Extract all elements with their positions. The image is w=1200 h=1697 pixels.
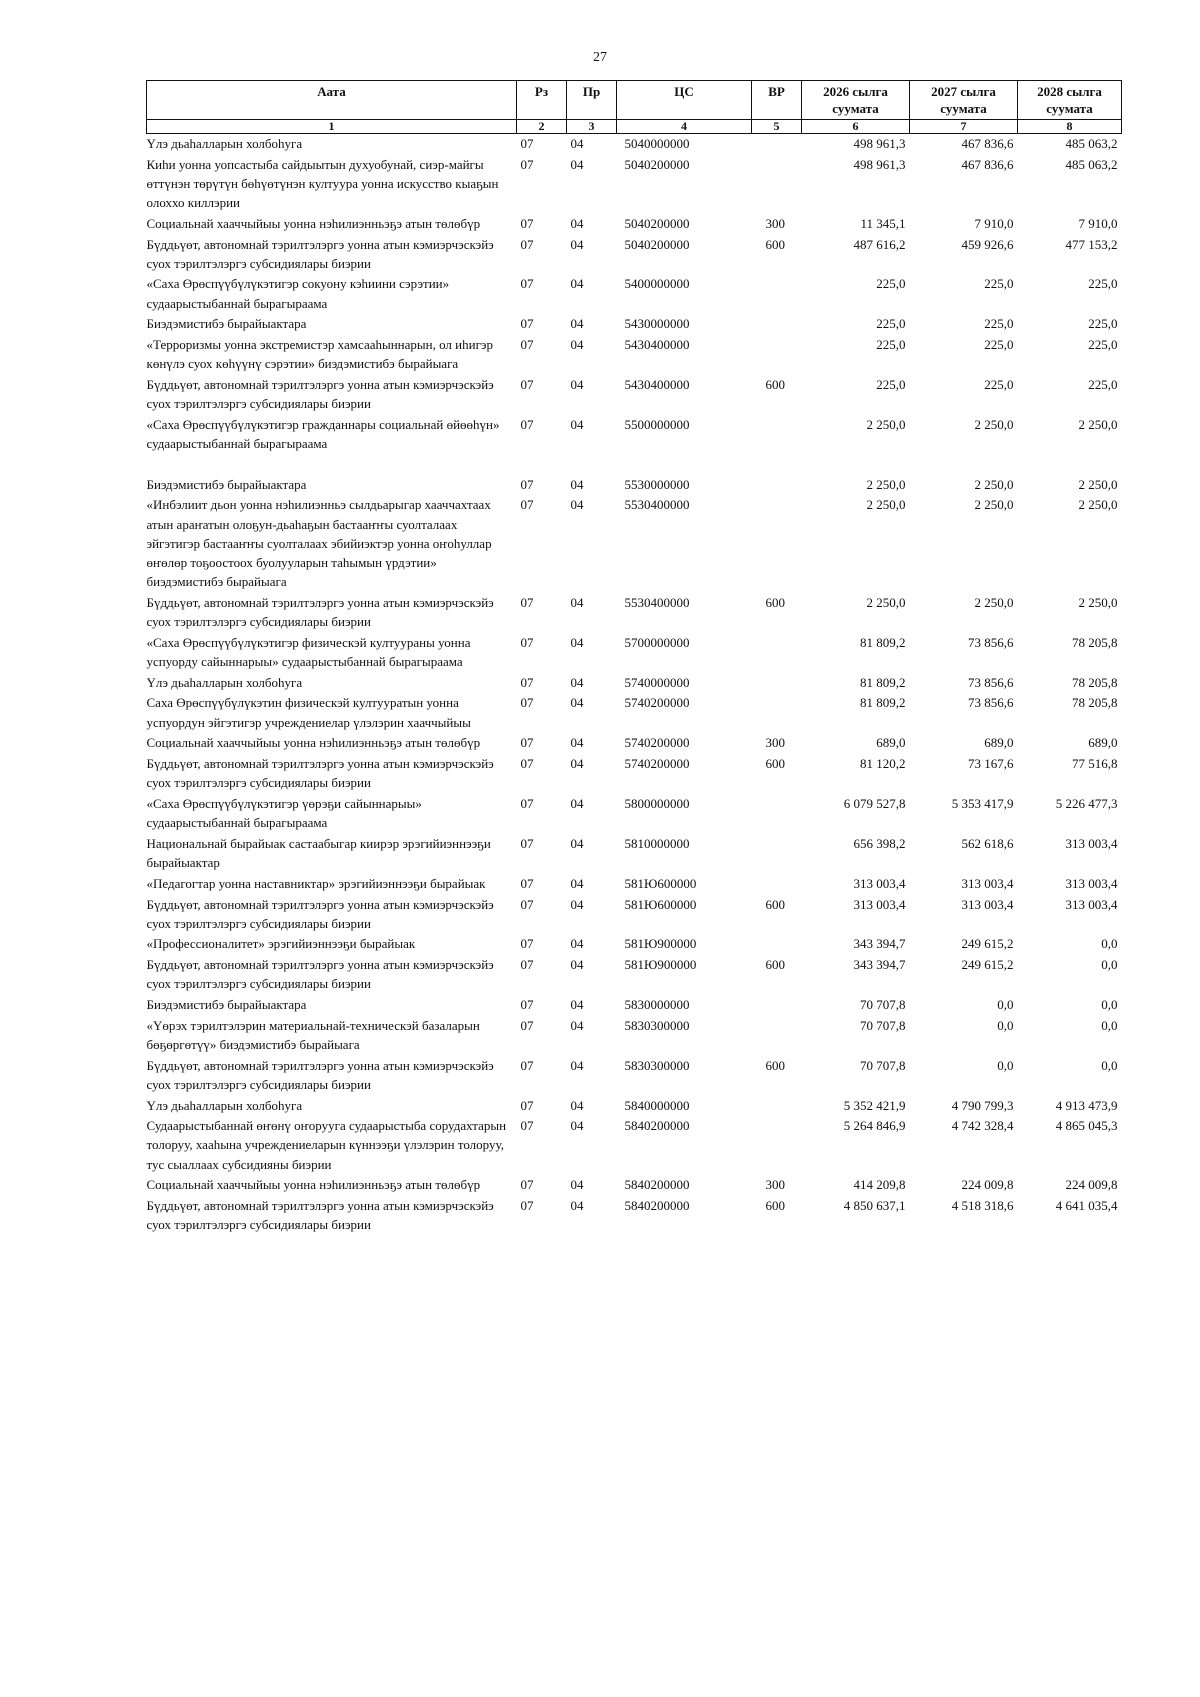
row-2028-cell: 78 205,8 [1072,674,1118,690]
row-2028-cell: 77 516,8 [1072,756,1118,772]
row-rz-cell: 07 [520,997,534,1013]
table-row [147,1096,1122,1117]
row-rz-cell: 07 [520,416,534,432]
row-vr-cell: 300 [765,1177,785,1193]
row-2026-cell: 656 398,2 [853,835,906,851]
row-2026-cell: 70 707,8 [860,1017,906,1033]
row-rz-cell: 07 [520,735,534,751]
row-2028-cell: 0,0 [1101,957,1118,973]
table-row [147,1196,1122,1236]
row-rz-cell: 07 [520,835,534,851]
table-row [147,335,1122,375]
row-pr-cell: 04 [570,416,584,432]
row-2027-cell: 689,0 [984,735,1014,751]
row-cs-cell: 5430400000 [624,376,690,392]
row-pr-cell: 04 [570,1118,584,1134]
row-2026-cell: 4 850 637,1 [843,1198,906,1214]
row-cs-cell: 5740200000 [624,756,690,772]
row-cs-cell: 581Ю600000 [624,896,697,912]
row-pr-cell: 04 [570,1198,584,1214]
table-row [147,794,1122,834]
row-2026-cell: 81 809,2 [860,634,906,650]
column-numbers-row [147,120,1122,134]
row-vr-cell [752,155,802,214]
row-rz-cell: 07 [520,896,534,912]
row-2028-cell: 4 865 045,3 [1055,1118,1118,1134]
row-2027-cell: 467 836,6 [961,156,1014,172]
column-number: 3 [567,120,617,134]
row-name-cell: Социальнай хааччыйыы уонна нэһилиэнньэҕэ атын төлөбүр [146,735,481,751]
row-2026-cell: 11 345,1 [860,215,906,231]
row-name-cell: «Саха Өрөспүүбүлүкэтигэр үөрэҕи сайыннарыы» судаарыстыбаннай бырагыраама [146,796,422,831]
table-row [147,375,1122,415]
row-name-cell: Саха Өрөспүүбүлүкэтин физическэй култууратын уонна успуордун эйгэтигэр учреждениелар үлэлэрин хааччыйыы [146,695,471,730]
row-rz-cell: 07 [520,236,534,252]
row-name-cell: Киһи уонна уопсастыба сайдыытын духуобунай, сиэр-майгы өттүнэн төрүтүн бөһүөтүнэн култуура уонна искусство кыаҕын олоххо киллэрии [146,156,499,211]
row-vr-cell [752,874,802,895]
row-cs-cell: 5400000000 [624,276,690,292]
row-2026-cell: 81 809,2 [860,674,906,690]
row-2028-cell: 2 250,0 [1078,476,1118,492]
row-2026-cell: 225,0 [876,276,906,292]
row-2028-cell: 2 250,0 [1078,594,1118,610]
table-row [147,235,1122,275]
row-2028-cell: 0,0 [1101,997,1118,1013]
table-row [147,475,1122,496]
row-2026-cell: 343 394,7 [853,936,906,952]
row-cs-cell: 5810000000 [624,835,690,851]
row-pr-cell: 04 [570,896,584,912]
row-pr-cell: 04 [570,936,584,952]
row-name-cell: Биэдэмистибэ бырайыактара [146,476,307,492]
row-name-cell: Биэдэмистибэ бырайыактара [146,997,307,1013]
row-2028-cell: 485 063,2 [1065,156,1118,172]
row-vr-cell: 600 [765,756,785,772]
row-cs-cell: 5830300000 [624,1017,690,1033]
row-2026-cell: 2 250,0 [866,594,906,610]
row-2026-cell: 498 961,3 [853,156,906,172]
row-pr-cell: 04 [570,634,584,650]
row-rz-cell: 07 [520,1097,534,1113]
row-2028-cell: 313 003,4 [1065,875,1118,891]
row-2028-cell: 2 250,0 [1078,497,1118,513]
header-2027: 2027 сылга суумата [910,81,1018,120]
row-2027-cell: 2 250,0 [974,416,1014,432]
row-2027-cell: 4 518 318,6 [951,1198,1014,1214]
row-name-cell: Үлэ дьаһалларын холбоһуга [146,136,303,151]
row-vr-cell: 600 [765,957,785,973]
table-row [147,995,1122,1016]
row-name-cell: «Саха Өрөспүүбүлүкэтигэр физическэй култуураны уонна успуорду сайыннарыы» судаарыстыбаннай бырагыраама [146,634,471,670]
header-name: Аата [147,81,517,120]
row-2027-cell: 0,0 [997,997,1014,1013]
row-cs-cell: 5840000000 [624,1097,690,1113]
row-2027-cell: 249 615,2 [961,936,1014,952]
row-name-cell: «Инбэлиит дьон уонна нэһилиэнньэ сылдьарыгар хааччахтаах атын араҥатын олоҕун-дьаһаҕын бастааҥҥы суолталаах эйгэтигэр бастааҥҥы суолталаах эбийиэктэр уонна оҥоһуллар өҥөлөр тоҕоостоох буолууларын таһымын үрдэтии» биэдэмистибэ бырайыага [146,497,492,590]
row-rz-cell: 07 [520,276,534,292]
page-number: 27 [593,50,607,65]
row-rz-cell: 07 [520,875,534,891]
row-2027-cell: 4 742 328,4 [951,1118,1014,1134]
row-rz-cell: 07 [520,936,534,952]
row-name-cell: «Профессионалитет» эрэгийиэннээҕи бырайыак [146,936,416,952]
row-2027-cell: 224 009,8 [961,1177,1014,1193]
table-row [147,495,1122,593]
header-rz: Рз [517,81,567,120]
row-2026-cell: 225,0 [876,337,906,353]
table-header [147,81,1122,134]
row-2027-cell: 313 003,4 [961,896,1014,912]
table-row [147,633,1122,673]
row-vr-cell: 600 [765,376,785,392]
row-vr-cell: 600 [765,896,785,912]
table-row [147,955,1122,995]
row-vr-cell [752,934,802,955]
row-2028-cell: 689,0 [1088,735,1118,751]
row-2026-cell: 70 707,8 [860,1057,906,1073]
row-2026-cell: 343 394,7 [853,957,906,973]
row-rz-cell: 07 [520,376,534,392]
header-2026: 2026 сылга суумата [802,81,910,120]
row-2028-cell: 485 063,2 [1065,136,1118,151]
table-row [147,214,1122,235]
row-vr-cell [752,633,802,673]
row-vr-cell [752,1016,802,1056]
row-rz-cell: 07 [520,1177,534,1193]
table-row [147,1175,1122,1196]
row-2027-cell: 73 167,6 [968,756,1014,772]
row-name-cell: Бүддьүөт, автономнай тэрилтэлэргэ уонна атын кэмиэрчэскэйэ суох тэрилтэлэргэ субсидиялары биэрии [146,957,494,992]
table-row [147,874,1122,895]
row-name-cell: Бүддьүөт, автономнай тэрилтэлэргэ уонна атын кэмиэрчэскэйэ суох тэрилтэлэргэ субсидиялары биэрии [146,1057,494,1092]
row-2027-cell: 2 250,0 [974,497,1014,513]
row-vr-cell [752,314,802,335]
row-pr-cell: 04 [570,215,584,231]
row-2028-cell: 0,0 [1101,936,1118,952]
column-number: 1 [147,120,517,134]
row-rz-cell: 07 [520,594,534,610]
row-2026-cell: 225,0 [876,376,906,392]
row-name-cell: «Үөрэх тэрилтэлэрин материальнай-техническэй базаларын бөҕөргөтүү» биэдэмистибэ бырайыага [146,1017,480,1052]
row-vr-cell [752,415,802,455]
row-pr-cell: 04 [570,957,584,973]
row-cs-cell: 581Ю600000 [624,875,697,891]
column-number: 2 [517,120,567,134]
row-2026-cell: 2 250,0 [866,497,906,513]
row-2026-cell: 6 079 527,8 [843,796,906,811]
row-2028-cell: 477 153,2 [1065,236,1118,252]
table-row [147,134,1122,155]
row-cs-cell: 5740200000 [624,695,690,711]
row-vr-cell [752,134,802,155]
row-rz-cell: 07 [520,316,534,332]
row-name-cell: «Саха Өрөспүүбүлүкэтигэр гражданнары социальнай өйөөһүн» судаарыстыбаннай бырагыраама [146,416,500,452]
row-name-cell: Национальнай бырайыак састаабыгар киирэр эрэгийиэннээҕи бырайыактар [146,835,491,871]
row-2028-cell: 225,0 [1088,376,1118,392]
row-vr-cell [752,475,802,496]
row-pr-cell: 04 [570,276,584,292]
row-cs-cell: 5800000000 [624,796,690,811]
row-vr-cell [752,274,802,314]
row-pr-cell: 04 [570,835,584,851]
row-2026-cell: 225,0 [876,316,906,332]
row-cs-cell: 5740000000 [624,674,690,690]
row-2026-cell: 70 707,8 [860,997,906,1013]
row-rz-cell: 07 [520,156,534,172]
row-2026-cell: 5 352 421,9 [843,1097,906,1113]
row-vr-cell [752,495,802,593]
row-cs-cell: 5530000000 [624,476,690,492]
row-2028-cell: 78 205,8 [1072,634,1118,650]
row-pr-cell: 04 [570,497,584,513]
table-row [147,274,1122,314]
row-name-cell: Бүддьүөт, автономнай тэрилтэлэргэ уонна атын кэмиэрчэскэйэ суох тэрилтэлэргэ субсидиялары биэрии [146,376,494,412]
row-rz-cell: 07 [520,796,534,811]
row-rz-cell: 07 [520,695,534,711]
table-row [147,1116,1122,1175]
row-cs-cell: 5830300000 [624,1057,690,1073]
row-pr-cell: 04 [570,594,584,610]
row-name-cell: Бүддьүөт, автономнай тэрилтэлэргэ уонна атын кэмиэрчэскэйэ суох тэрилтэлэргэ субсидиялары биэрии [146,896,494,931]
row-vr-cell [752,1096,802,1117]
row-rz-cell: 07 [520,1017,534,1033]
row-2027-cell: 73 856,6 [968,695,1014,711]
column-number: 7 [910,120,1018,134]
row-rz-cell: 07 [520,674,534,690]
row-name-cell: Бүддьүөт, автономнай тэрилтэлэргэ уонна атын кэмиэрчэскэйэ суох тэрилтэлэргэ субсидиялары биэрии [146,236,494,271]
row-2028-cell: 5 226 477,3 [1055,796,1118,811]
row-2026-cell: 313 003,4 [853,896,906,912]
row-2026-cell: 81 809,2 [860,695,906,711]
row-2027-cell: 73 856,6 [968,674,1014,690]
row-pr-cell: 04 [570,997,584,1013]
row-2026-cell: 2 250,0 [866,416,906,432]
row-vr-cell: 600 [765,594,785,610]
row-pr-cell: 04 [570,136,584,151]
row-2027-cell: 225,0 [984,276,1014,292]
row-rz-cell: 07 [520,1057,534,1073]
table-row [147,733,1122,754]
row-2028-cell: 313 003,4 [1065,896,1118,912]
row-2028-cell: 225,0 [1088,337,1118,353]
table-row [147,593,1122,633]
table-row [147,754,1122,794]
row-pr-cell: 04 [570,735,584,751]
budget-table [146,80,1122,1236]
row-cs-cell: 5840200000 [624,1198,690,1214]
row-name-cell: Бүддьүөт, автономнай тэрилтэлэргэ уонна атын кэмиэрчэскэйэ суох тэрилтэлэргэ субсидиялары биэрии [146,756,494,791]
row-2027-cell: 5 353 417,9 [951,796,1014,811]
row-cs-cell: 5430000000 [624,316,690,332]
row-pr-cell: 04 [570,316,584,332]
header-cs: ЦС [617,81,752,120]
row-cs-cell: 5740200000 [624,735,690,751]
row-vr-cell [752,335,802,375]
row-vr-cell [752,1116,802,1175]
row-pr-cell: 04 [570,695,584,711]
row-2027-cell: 225,0 [984,316,1014,332]
row-2027-cell: 7 910,0 [974,215,1014,231]
row-2028-cell: 2 250,0 [1078,416,1118,432]
row-2027-cell: 73 856,6 [968,634,1014,650]
row-2028-cell: 0,0 [1101,1017,1118,1033]
table-row [147,895,1122,935]
row-2027-cell: 2 250,0 [974,594,1014,610]
table-row [147,834,1122,874]
row-pr-cell: 04 [570,376,584,392]
row-vr-cell [752,794,802,834]
row-2027-cell: 4 790 799,3 [951,1097,1014,1113]
row-rz-cell: 07 [520,497,534,513]
row-pr-cell: 04 [570,1017,584,1033]
row-name-cell: Бүддьүөт, автономнай тэрилтэлэргэ уонна атын кэмиэрчэскэйэ суох тэрилтэлэргэ субсидиялары биэрии [146,594,494,630]
row-rz-cell: 07 [520,1118,534,1134]
row-2027-cell: 249 615,2 [961,957,1014,973]
row-2028-cell: 78 205,8 [1072,695,1118,711]
row-2027-cell: 0,0 [997,1017,1014,1033]
row-2026-cell: 81 120,2 [860,756,906,772]
table-row [147,314,1122,335]
table-row [147,673,1122,694]
column-number: 4 [617,120,752,134]
row-pr-cell: 04 [570,337,584,353]
row-2027-cell: 313 003,4 [961,875,1014,891]
row-vr-cell: 300 [765,215,785,231]
row-2027-cell: 467 836,6 [961,136,1014,151]
row-2028-cell: 225,0 [1088,276,1118,292]
row-cs-cell: 5500000000 [624,416,690,432]
table-row [147,155,1122,214]
row-2026-cell: 414 209,8 [853,1177,906,1193]
row-rz-cell: 07 [520,634,534,650]
row-cs-cell: 5040000000 [624,136,690,151]
row-name-cell: «Педагогтар уонна наставниктар» эрэгийиэннээҕи бырайыак [146,875,486,891]
row-2028-cell: 7 910,0 [1078,215,1118,231]
row-cs-cell: 5700000000 [624,634,690,650]
row-pr-cell: 04 [570,674,584,690]
row-vr-cell: 600 [765,1198,785,1214]
row-cs-cell: 581Ю900000 [624,957,697,973]
row-spacer [147,455,1122,475]
row-rz-cell: 07 [520,337,534,353]
row-2026-cell: 498 961,3 [853,136,906,151]
row-2027-cell: 225,0 [984,376,1014,392]
row-vr-cell: 600 [765,236,785,252]
row-vr-cell: 300 [765,735,785,751]
row-pr-cell: 04 [570,1057,584,1073]
row-cs-cell: 5840200000 [624,1118,690,1134]
row-cs-cell: 5840200000 [624,1177,690,1193]
row-2026-cell: 487 616,2 [853,236,906,252]
row-name-cell: Судаарыстыбаннай өҥөнү оҥорууга судаарыстыба сорудахтарын толоруу, хааһына учреждениеларын күннээҕи үлэлэрин толоруу, тус сыаллаах субсидияны биэрии [146,1118,507,1172]
header-vr: ВР [752,81,802,120]
row-pr-cell: 04 [570,476,584,492]
table-row [147,693,1122,733]
row-pr-cell: 04 [570,1177,584,1193]
row-vr-cell [752,673,802,694]
row-rz-cell: 07 [520,136,534,151]
row-2028-cell: 4 913 473,9 [1055,1097,1118,1113]
table-body [147,134,1122,1236]
row-2027-cell: 562 618,6 [961,835,1014,851]
row-2026-cell: 5 264 846,9 [843,1118,906,1134]
row-2028-cell: 4 641 035,4 [1055,1198,1118,1214]
row-name-cell: «Терроризмы уонна экстремистэр хамсааһыннарын, ол иһигэр көнүлэ суох көһүүнү сэрэтии» биэдэмистибэ бырайыага [146,337,493,372]
row-rz-cell: 07 [520,756,534,772]
table-row [147,1056,1122,1096]
row-name-cell: Үлэ дьаһалларын холбоһуга [146,674,303,690]
row-pr-cell: 04 [570,796,584,811]
row-2027-cell: 225,0 [984,337,1014,353]
column-number: 5 [752,120,802,134]
row-vr-cell [752,693,802,733]
row-cs-cell: 5040200000 [624,236,690,252]
row-2026-cell: 689,0 [876,735,906,751]
row-vr-cell [752,834,802,874]
row-vr-cell [752,995,802,1016]
row-rz-cell: 07 [520,1198,534,1214]
row-2026-cell: 313 003,4 [853,875,906,891]
row-pr-cell: 04 [570,756,584,772]
row-cs-cell: 5530400000 [624,594,690,610]
row-cs-cell: 5040200000 [624,156,690,172]
header-2028: 2028 сылга суумата [1018,81,1122,120]
row-cs-cell: 5040200000 [624,215,690,231]
row-2028-cell: 224 009,8 [1065,1177,1118,1193]
row-cs-cell: 5530400000 [624,497,690,513]
row-2028-cell: 0,0 [1101,1057,1118,1073]
row-pr-cell: 04 [570,875,584,891]
row-2028-cell: 313 003,4 [1065,835,1118,851]
row-name-cell: «Саха Өрөспүүбүлүкэтигэр сокуону кэһиини сэрэтии» судаарыстыбаннай бырагыраама [146,276,450,311]
row-pr-cell: 04 [570,236,584,252]
row-pr-cell: 04 [570,1097,584,1113]
header-pr: Пр [567,81,617,120]
row-name-cell: Социальнай хааччыйыы уонна нэһилиэнньэҕэ атын төлөбүр [146,215,481,231]
row-pr-cell: 04 [570,156,584,172]
row-cs-cell: 581Ю900000 [624,936,697,952]
column-number: 8 [1018,120,1122,134]
row-rz-cell: 07 [520,476,534,492]
row-cs-cell: 5430400000 [624,337,690,353]
table-row [147,934,1122,955]
row-2027-cell: 2 250,0 [974,476,1014,492]
row-rz-cell: 07 [520,215,534,231]
table-row [147,1016,1122,1056]
spacer-cell [147,455,1122,475]
row-name-cell: Үлэ дьаһалларын холбоһуга [146,1097,303,1113]
row-name-cell: Биэдэмистибэ бырайыактара [146,316,307,332]
row-cs-cell: 5830000000 [624,997,690,1013]
row-name-cell: Социальнай хааччыйыы уонна нэһилиэнньэҕэ атын төлөбүр [146,1177,481,1193]
row-vr-cell: 600 [765,1057,785,1073]
table-row [147,415,1122,455]
row-2027-cell: 0,0 [997,1057,1014,1073]
row-name-cell: Бүддьүөт, автономнай тэрилтэлэргэ уонна атын кэмиэрчэскэйэ суох тэрилтэлэргэ субсидиялары биэрии [146,1198,494,1233]
row-rz-cell: 07 [520,957,534,973]
row-2028-cell: 225,0 [1088,316,1118,332]
row-2027-cell: 459 926,6 [961,236,1014,252]
row-2026-cell: 2 250,0 [866,476,906,492]
column-number: 6 [802,120,910,134]
